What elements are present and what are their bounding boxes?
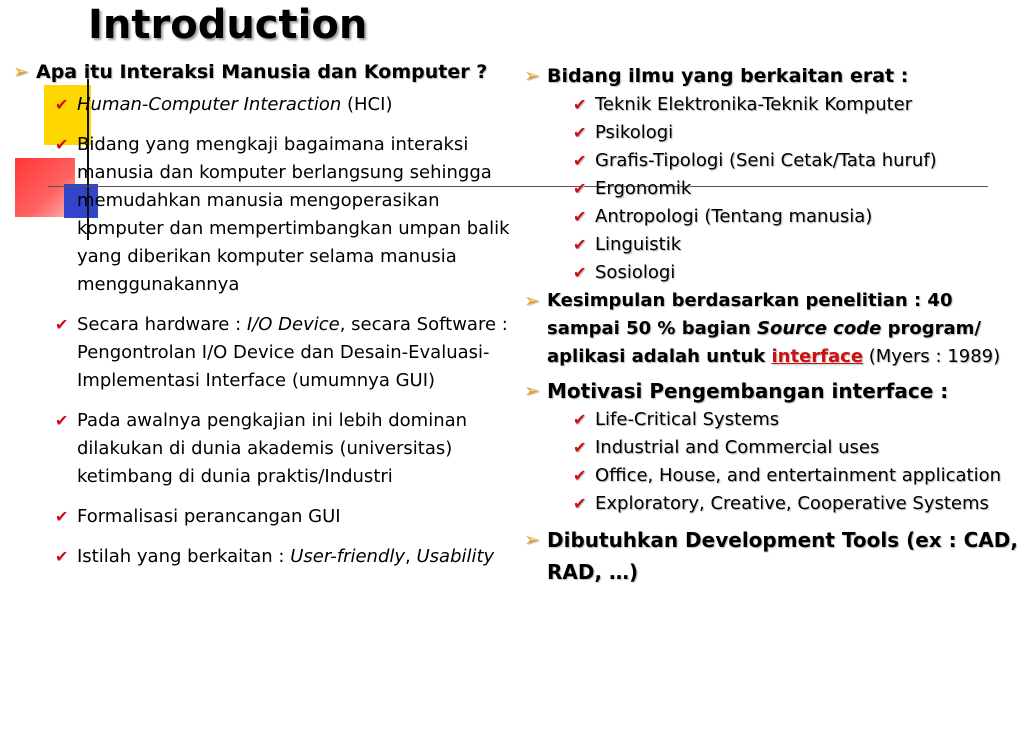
arrow-bullet-icon: ➢ [524,290,540,312]
interface-link[interactable]: interface [771,346,864,367]
checkmark-bullet-icon: ✔ [55,95,69,114]
terms-text-b: User-friendly [290,546,406,567]
right-column [524,62,1019,588]
checkmark-bullet-icon: ✔ [573,151,587,170]
hci-abbrev: (HCI) [341,94,393,115]
checkmark-bullet-icon: ✔ [55,547,69,566]
checkmark-bullet-icon: ✔ [573,494,587,513]
field-item: ✔ Linguistik [571,231,1019,259]
study-text: Pada awalnya pengkajian ini lebih dominan dilakukan di dunia akademis (universitas) ketimbang di dunia praktis/Industri [77,410,468,487]
arrow-bullet-icon: ➢ [524,380,540,402]
bullet-motivation [524,377,1019,406]
terms-text-a: Istilah yang berkaitan : [77,546,291,567]
conclusion-text-b: Source code [757,318,882,339]
checkmark-bullet-icon: ✔ [573,179,587,198]
field-item: ✔ Antropologi (Tentang manusia) [571,203,1019,231]
item-hardware-software [53,311,523,395]
checkmark-bullet-icon: ✔ [573,263,587,282]
conclusion-text-c: program/ aplikasi adalah untuk [547,318,981,367]
bullet-related-fields [524,62,1019,91]
checkmark-bullet-icon: ✔ [55,135,69,154]
slide-title: Introduction [88,2,368,48]
checkmark-bullet-icon: ✔ [573,466,587,485]
motivation-item: ✔ Life-Critical Systems [571,406,1019,434]
checkmark-bullet-icon: ✔ [55,411,69,430]
arrow-bullet-icon: ➢ [524,65,540,87]
terms-text-c: , [405,546,417,567]
hci-term: Human-Computer Interaction [77,94,342,115]
arrow-bullet-icon: ➢ [524,529,540,551]
item-hci [53,91,523,119]
bullet-dev-tools [524,524,1019,588]
left-sub-list [53,91,523,571]
definition-text: Bidang yang mengkaji bagaimana interaksi manusia dan komputer berlangsung sehingga memudahkan manusia mengoperasikan komputer dan mempertimbangkan umpan balik yang diberikan komputer selama manusia menggunakannya [77,134,510,295]
checkmark-bullet-icon: ✔ [55,315,69,334]
checkmark-bullet-icon: ✔ [573,207,587,226]
hw-text-a: Secara hardware : [77,314,247,335]
fields-heading: Bidang ilmu yang berkaitan erat : [547,65,909,87]
conclusion-reference: (Myers : 1989) [863,346,1001,367]
checkmark-bullet-icon: ✔ [573,95,587,114]
terms-text-d: Usability [416,546,495,567]
checkmark-bullet-icon: ✔ [55,507,69,526]
bullet-conclusion [524,287,1019,371]
item-terms [53,543,523,571]
hw-text-b: I/O Device [246,314,340,335]
field-item: ✔ Psikologi [571,119,1019,147]
formal-text: Formalisasi perancangan GUI [77,506,341,527]
bullet-what-is-hci [13,58,523,87]
conclusion-text-a: Kesimpulan berdasarkan penelitian : 40 sampai 50 % bagian [547,290,953,339]
left-column [13,58,523,583]
motivation-item: ✔ Office, House, and entertainment application [571,462,1019,490]
field-item: ✔ Grafis-Tipologi (Seni Cetak/Tata huruf) [571,147,1019,175]
motivation-item: ✔ Industrial and Commercial uses [571,434,1019,462]
item-formalization [53,503,523,531]
item-definition [53,131,523,299]
field-item: ✔ Ergonomik [571,175,1019,203]
hw-text-c: , secara Software : Pengontrolan I/O Device dan Desain-Evaluasi-Implementasi Interface (umumnya GUI) [77,314,508,391]
field-item: ✔ Teknik Elektronika-Teknik Komputer [571,91,1019,119]
field-item: ✔ Sosiologi [571,259,1019,287]
checkmark-bullet-icon: ✔ [573,438,587,457]
motivation-item: ✔ Exploratory, Creative, Cooperative Systems [571,490,1019,518]
item-academic-study [53,407,523,491]
checkmark-bullet-icon: ✔ [573,410,587,429]
tools-text: Dibutuhkan Development Tools (ex : CAD, RAD, …) [547,528,1018,584]
motivation-heading: Motivasi Pengembangan interface : [547,379,949,403]
motivation-list [571,406,1019,518]
fields-list [571,91,1019,287]
checkmark-bullet-icon: ✔ [573,235,587,254]
heading-text: Apa itu Interaksi Manusia dan Komputer ? [36,61,488,83]
arrow-bullet-icon: ➢ [13,61,29,83]
checkmark-bullet-icon: ✔ [573,123,587,142]
